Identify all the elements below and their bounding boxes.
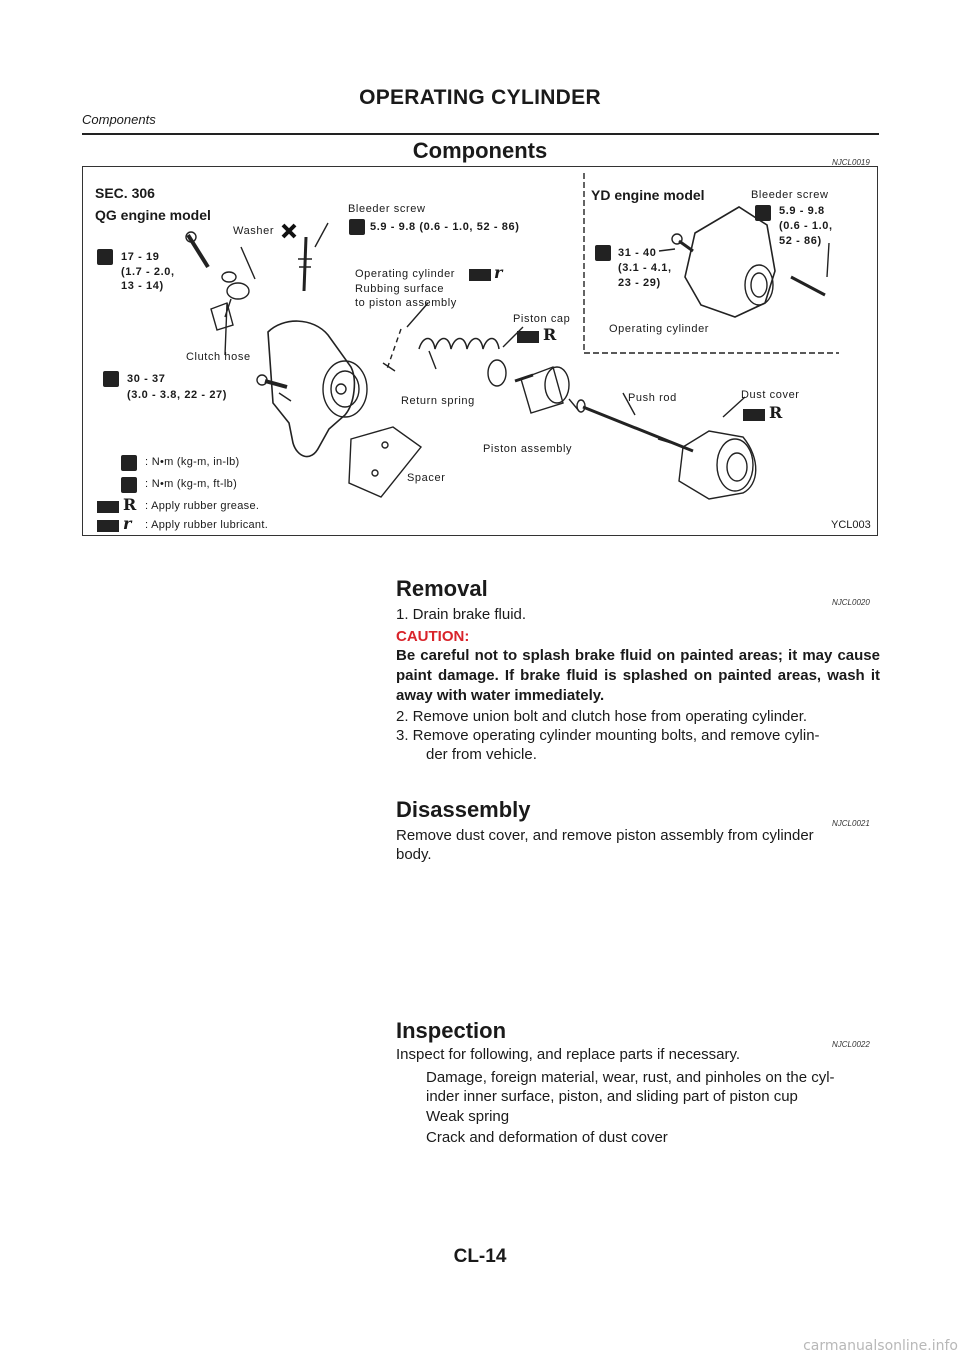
lubricant-letter-icon: r [494,263,503,282]
label-spacer: Spacer [407,472,446,484]
figure-qg-model: QG engine model [95,207,211,223]
figure-yd-model: YD engine model [591,187,705,203]
label-clutch-hose: Clutch hose [186,351,251,363]
inspection-title: Inspection [396,1018,507,1043]
rubber-grease-icon [517,331,539,343]
legend-nm-in: : N•m (kg-m, in-lb) [145,456,240,468]
inspection-intro: Inspect for following, and replace parts if necessary. [396,1046,741,1063]
inspection-code: NJCL0022 [832,1040,870,1049]
label-bleeder-yd-2: (0.6 - 1.0, [779,220,833,232]
label-washer: Washer [233,225,275,237]
label-push-rod: Push rod [628,392,677,404]
label-bleeder-yd-1: 5.9 - 9.8 [779,205,825,217]
torque-wrench-icon [595,245,611,261]
label-bolt-qg-3: 13 - 14) [121,280,164,292]
label-dust-cover: Dust cover [741,389,800,401]
label-piston-assembly: Piston assembly [483,443,573,455]
grease-letter-icon: R [123,495,137,514]
torque-wrench-icon [755,205,771,221]
legend-grease: : Apply rubber grease. [145,500,260,512]
removal-step-3b: der from vehicle. [426,746,537,763]
rubber-grease-icon [97,501,119,513]
removal-step-2: 2. Remove union bolt and clutch hose from operating cylinder. [396,708,808,725]
legend-nm-ft: : N•m (kg-m, ft-lb) [145,478,238,490]
label-op-cyl-1: Operating cylinder [355,268,456,280]
disassembly-title: Disassembly [396,797,531,822]
inspection-item-3: Crack and deformation of dust cover [426,1129,668,1146]
no-reuse-icon [281,223,297,239]
label-piston-cap: Piston cap [513,313,571,325]
grease-letter-icon: R [769,403,783,422]
inspection-item-1b: inder inner surface, piston, and sliding part of piston cup [426,1088,798,1105]
torque-wrench-icon [97,249,113,265]
label-bolt-yd-1: 31 - 40 [618,247,657,259]
legend-lube: : Apply rubber lubricant. [145,519,269,531]
label-bleeder-yd: Bleeder screw [751,189,829,201]
components-title: Components [412,138,548,163]
label-bolt-qg-2: (1.7 - 2.0, [121,266,175,278]
components-code: NJCL0019 [832,158,870,167]
page-header-subtitle: Components [82,112,156,127]
rubber-lubricant-icon [469,269,491,281]
figure-sec: SEC. 306 [95,185,155,201]
label-op-cyl-3: to piston assembly [355,297,457,309]
label-return-spring: Return spring [401,395,475,407]
removal-step-1: 1. Drain brake fluid. [396,606,527,623]
grease-letter-icon: R [543,325,557,344]
label-union-2: (3.0 - 3.8, 22 - 27) [127,389,228,401]
inspection-item-1a: Damage, foreign material, wear, rust, and pinholes on the cyl- [426,1069,835,1086]
label-bleeder-qg-torque: 5.9 - 9.8 (0.6 - 1.0, 52 - 86) [370,221,520,233]
caution-text: Be careful not to splash brake fluid on painted areas; it may cause paint damage. If brake fluid is splashed on painted areas, wash it away with water immediately. [396,647,880,704]
torque-wrench-icon [103,371,119,387]
disassembly-text-a: Remove dust cover, and remove piston assembly from cylinder [396,827,814,844]
label-op-cyl-2: Rubbing surface [355,283,445,295]
torque-wrench-icon [349,219,365,235]
disassembly-code: NJCL0021 [832,819,870,828]
removal-title: Removal [396,576,488,601]
removal-step-3a: 3. Remove operating cylinder mounting bolts, and remove cylin- [396,727,820,744]
components-figure [82,166,878,536]
label-bolt-qg-1: 17 - 19 [121,251,160,263]
label-bolt-yd-3: 23 - 29) [618,277,661,289]
label-op-cyl-yd: Operating cylinder [609,323,710,335]
caution-label: CAUTION: [396,628,470,645]
removal-code: NJCL0020 [832,598,870,607]
page-number: CL-14 [453,1246,507,1267]
label-bolt-yd-2: (3.1 - 4.1, [618,262,672,274]
page-header-title: OPERATING CYLINDER [359,86,601,109]
rubber-grease-icon [743,409,765,421]
torque-wrench-icon [121,477,137,493]
watermark: carmanualsonline.info [803,1338,958,1354]
figure-code: YCL003 [831,519,871,531]
label-bleeder-yd-3: 52 - 86) [779,235,822,247]
inspection-item-2: Weak spring [426,1108,510,1125]
lubricant-letter-icon: r [123,514,132,533]
rubber-lubricant-icon [97,520,119,532]
label-union-1: 30 - 37 [127,373,166,385]
label-bleeder-qg: Bleeder screw [348,203,426,215]
disassembly-text-b: body. [396,846,432,863]
header-rule [82,133,879,135]
torque-wrench-icon [121,455,137,471]
